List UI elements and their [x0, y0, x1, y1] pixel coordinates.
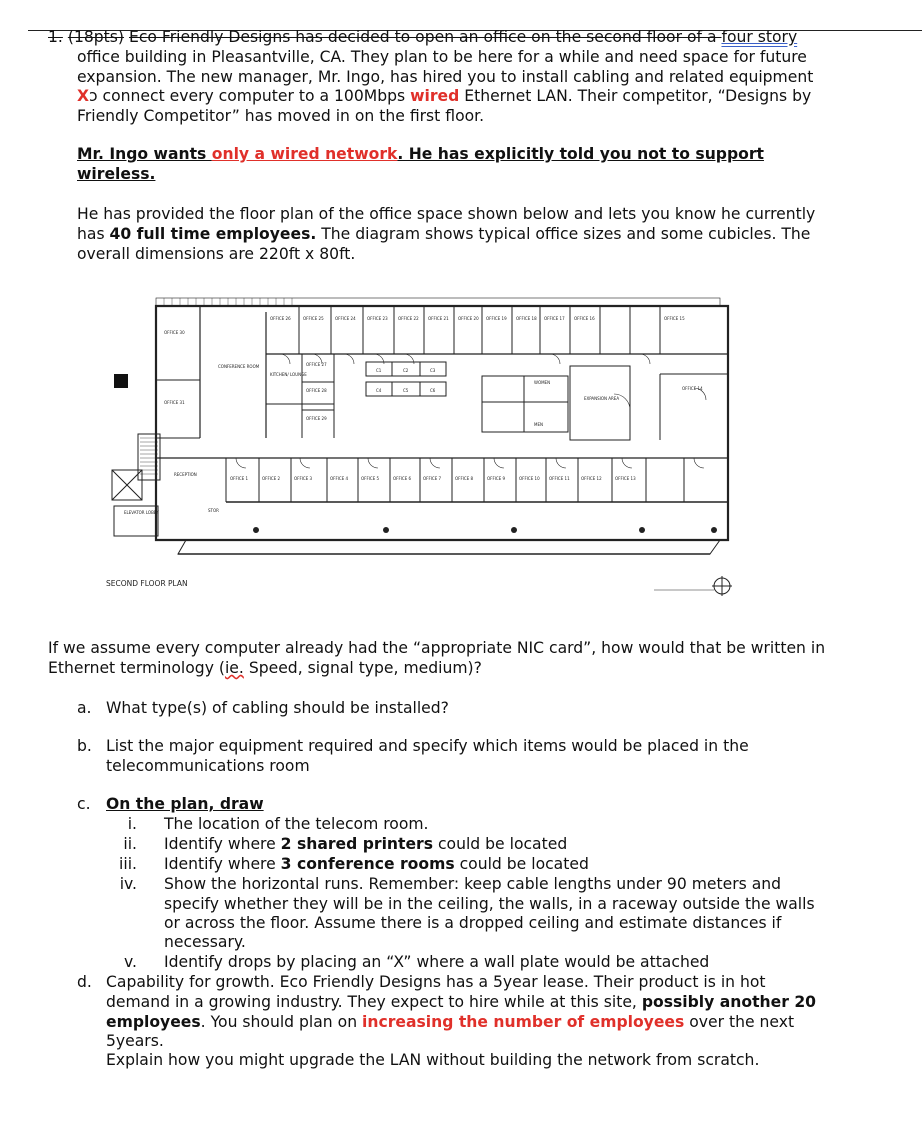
nic-line2-b: Speed, signal type, medium)? — [243, 659, 482, 677]
c-item-iv-line-2: specify whether they will be in the ceiling, the walls, in a raceway outside the walls — [164, 895, 815, 913]
elevator-label: ELEVATOR LOBBY — [124, 510, 159, 515]
intro-line-3: expansion. The new manager, Mr. Ingo, has hired you to install cabling and related equipment — [77, 68, 814, 86]
part-d-marker: d. — [77, 973, 92, 991]
office-31-label: OFFICE 31 — [164, 400, 185, 405]
part-b-line-2: telecommunications room — [106, 757, 310, 775]
part-d-line-1: Capability for growth. Eco Friendly Designs has a 5year lease. Their product is in hot — [106, 973, 766, 991]
intro-line-1: Eco Friendly Designs has decided to open an office on the second floor of a — [128, 28, 722, 46]
part-d-line-5: Explain how you might upgrade the LAN without building the network from scratch. — [106, 1051, 760, 1069]
nic-question-line-2 — [48, 659, 482, 679]
part-d-line-3 — [106, 1013, 794, 1033]
bottom-office-label: OFFICE 13 — [615, 476, 636, 481]
part-a-text: What type(s) of cabling should be installed? — [106, 699, 449, 717]
bottom-office-label: OFFICE 11 — [549, 476, 570, 481]
bottom-office-label: OFFICE 2 — [262, 476, 281, 481]
elevator-marker — [114, 374, 128, 388]
d-line3-b: . You should plan on — [200, 1013, 363, 1031]
plan-caption: SECOND FLOOR PLAN — [106, 579, 188, 588]
bottom-office-label: OFFICE 3 — [294, 476, 313, 481]
part-b-line-1: List the major equipment required and specify which items would be placed in the — [106, 737, 749, 755]
c-item-ii-text — [164, 835, 567, 855]
ie-text: ie. — [224, 659, 244, 677]
office-30-label: OFFICE 30 — [164, 330, 185, 335]
floorplan-intro-2c: The diagram shows typical office sizes and some cubicles. The — [316, 225, 811, 243]
intro-line-4 — [77, 87, 811, 107]
c-iii-bold: 3 conference rooms — [280, 855, 455, 873]
c-item-iv-line-1: Show the horizontal runs. Remember: keep cable lengths under 90 meters and — [164, 875, 782, 893]
wired-note-d: wireless. — [77, 165, 156, 183]
c-iii-post: could be located — [454, 855, 589, 873]
x-mark: X — [77, 87, 90, 105]
office-29-label: OFFICE 29 — [306, 416, 327, 421]
c-item-i-num: i. — [127, 815, 137, 833]
part-c-heading: On the plan, draw — [106, 795, 264, 813]
c-item-i-text: The location of the telecom room. — [164, 815, 429, 833]
top-office-label: OFFICE 17 — [544, 316, 565, 321]
floor-plan — [94, 284, 770, 606]
c-item-v-num: v. — [124, 953, 137, 971]
cubicle-label: C2 — [403, 368, 409, 373]
top-office-label: OFFICE 24 — [335, 316, 356, 321]
wired-note-a: Mr. Ingo wants — [77, 145, 212, 163]
wired-note-line-1 — [77, 145, 764, 165]
floorplan-intro-line-2 — [77, 225, 810, 245]
c-iii-pre: Identify where — [164, 855, 281, 873]
floorplan-intro-2a: has — [77, 225, 110, 243]
part-c-marker: c. — [77, 795, 91, 813]
question-intro — [48, 28, 908, 48]
cubicle-label: C4 — [376, 388, 382, 393]
question-number: 1. — [48, 28, 63, 46]
intro-line-5: Friendly Competitor” has moved in on the first floor. — [77, 107, 485, 125]
c-item-iv-line-4: necessary. — [164, 933, 246, 951]
expansion-label: EXPANSION AREA — [584, 396, 620, 401]
cubicle-label: C6 — [430, 388, 436, 393]
bottom-office-label: OFFICE 10 — [519, 476, 540, 481]
d-line3-d: over the next — [684, 1013, 795, 1031]
wired-note-c: . He has explicitly told you not to support — [397, 145, 764, 163]
employee-count: 40 full time employees. — [109, 225, 317, 243]
intro-line-2: office building in Pleasantville, CA. They plan to be here for a while and need space for future — [77, 48, 807, 66]
d-line3-c: increasing the number of employees — [362, 1013, 685, 1031]
bottom-office-label: OFFICE 7 — [423, 476, 442, 481]
part-b-marker: b. — [77, 737, 92, 755]
reception-label: RECEPTION — [174, 472, 197, 477]
c-item-ii-num: ii. — [123, 835, 137, 853]
part-d-line-2 — [106, 993, 816, 1013]
part-d-line-4: 5years. — [106, 1032, 164, 1050]
top-office-label: OFFICE 23 — [367, 316, 388, 321]
top-office-label: OFFICE 15 — [664, 316, 685, 321]
floorplan-intro-line-1: He has provided the floor plan of the office space shown below and lets you know he currently — [77, 205, 816, 223]
wired-note-b: only a wired network — [211, 145, 398, 163]
bottom-office-label: OFFICE 8 — [455, 476, 474, 481]
cubicle-label: C5 — [403, 388, 409, 393]
c-ii-pre: Identify where — [164, 835, 281, 853]
c-item-iv-num: iv. — [119, 875, 137, 893]
part-a-marker: a. — [77, 699, 92, 717]
top-office-label: OFFICE 21 — [428, 316, 449, 321]
intro-line-4-a: ɔ connect every computer to a 100Mbps — [89, 87, 411, 105]
wired-note-line-2 — [77, 165, 155, 185]
c-ii-post: could be located — [433, 835, 568, 853]
top-office-label: OFFICE 20 — [458, 316, 479, 321]
bottom-office-label: OFFICE 4 — [330, 476, 349, 481]
kitchen-label: KITCHEN/ LOUNGE — [270, 372, 307, 377]
storage-label: STOR — [208, 508, 219, 513]
top-office-label: OFFICE 16 — [574, 316, 595, 321]
c-item-iv-line-3: or across the floor. Assume there is a dropped ceiling and estimate distances if — [164, 914, 782, 932]
cubicle-label: C1 — [376, 368, 382, 373]
question-points: (18pts) — [67, 28, 125, 46]
bottom-office-label: OFFICE 5 — [361, 476, 380, 481]
top-office-label: OFFICE 19 — [486, 316, 507, 321]
men-label: MEN — [534, 422, 543, 427]
office-27-label: OFFICE 27 — [306, 362, 327, 367]
c-ii-bold: 2 shared printers — [280, 835, 434, 853]
bottom-office-label: OFFICE 12 — [581, 476, 602, 481]
bottom-office-label: OFFICE 6 — [393, 476, 412, 481]
d-line2-a: demand in a growing industry. They expect to hire while at this site, — [106, 993, 642, 1011]
four-story-text: four story — [721, 28, 798, 46]
women-label: WOMEN — [534, 380, 551, 385]
bottom-office-label: OFFICE 9 — [487, 476, 506, 481]
d-line3-a: employees — [106, 1013, 201, 1031]
nic-line2-a: Ethernet terminology ( — [48, 659, 225, 677]
nic-question-line-1: If we assume every computer already had the “appropriate NIC card”, how would that be written in — [48, 639, 826, 657]
office-28-label: OFFICE 28 — [306, 388, 327, 393]
top-office-label: OFFICE 18 — [516, 316, 537, 321]
cubicle-label: C3 — [430, 368, 436, 373]
intro-line-4-b: Ethernet LAN. Their competitor, “Designs by — [459, 87, 812, 105]
top-office-label: OFFICE 26 — [270, 316, 291, 321]
floorplan-intro-line-3: overall dimensions are 220ft x 80ft. — [77, 245, 356, 263]
bottom-office-label: OFFICE 1 — [230, 476, 249, 481]
office-14-label: OFFICE 14 — [682, 386, 703, 391]
c-item-iii-text — [164, 855, 589, 875]
d-line2-b: possibly another 20 — [641, 993, 817, 1011]
c-item-iii-num: iii. — [119, 855, 137, 873]
top-office-label: OFFICE 25 — [303, 316, 324, 321]
conference-label: CONFERENCE ROOM — [218, 364, 260, 369]
top-office-label: OFFICE 22 — [398, 316, 419, 321]
c-item-v-text: Identify drops by placing an “X” where a wall plate would be attached — [164, 953, 710, 971]
wired-highlight: wired — [410, 87, 460, 105]
